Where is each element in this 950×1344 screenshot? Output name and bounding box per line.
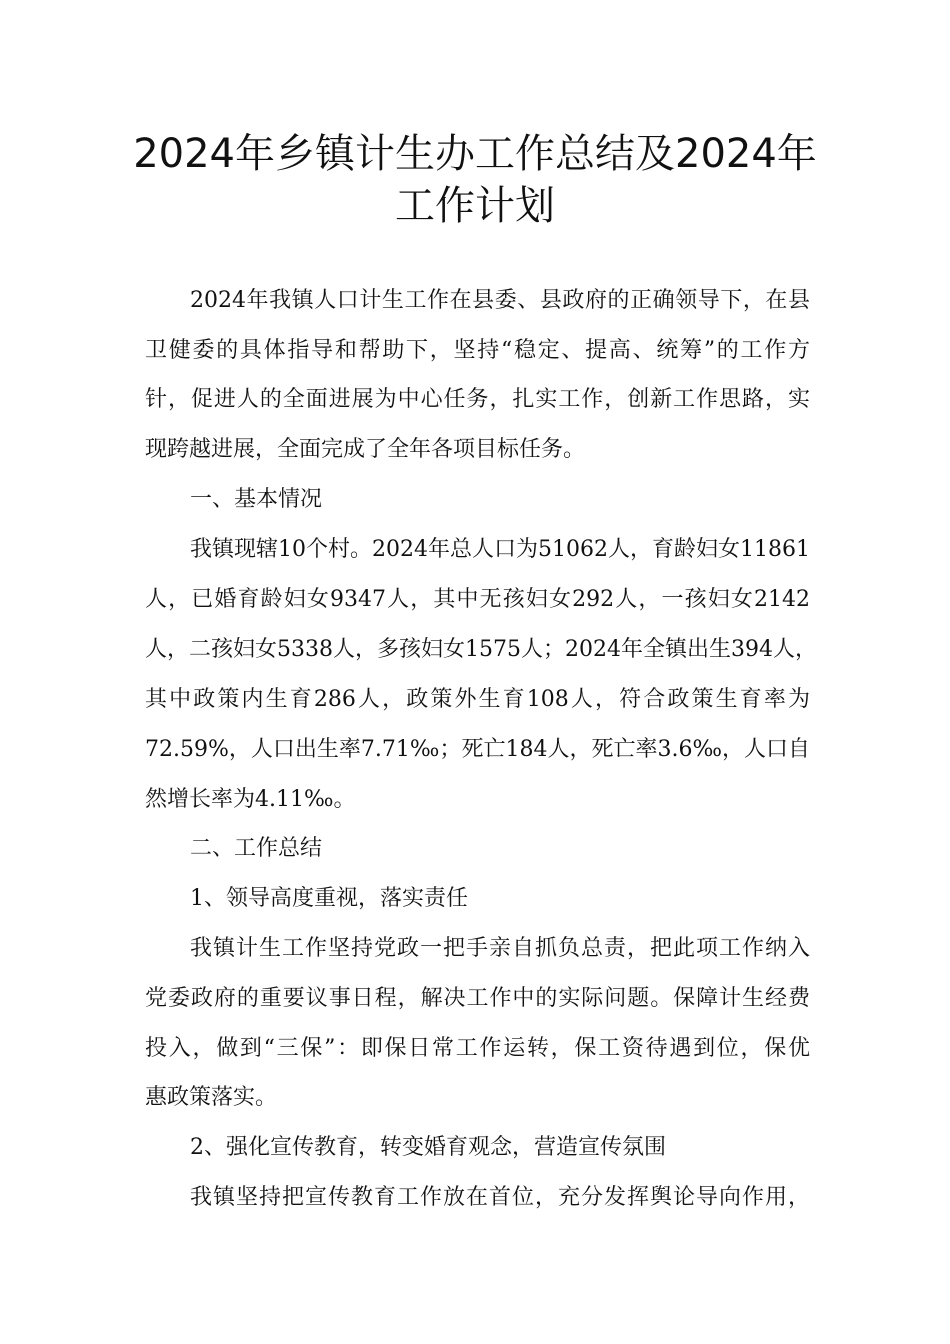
body-line-9: 其中政策内生育286人，政策外生育108人，符合政策生育率为	[145, 687, 810, 712]
body-line-14: 我镇计生工作坚持党政一把手亲自抓负总责，把此项工作纳入	[190, 936, 810, 961]
body-line-8: 人，二孩妇女5338人，多孩妇女1575人；2024年全镇出生394人，	[145, 637, 817, 662]
subheading-publicity: 2、强化宣传教育，转变婚育观念，营造宣传氛围	[190, 1135, 666, 1160]
document-title-line-2: 工作计划	[395, 183, 555, 229]
body-line-7: 人，已婚育龄妇女9347人，其中无孩妇女292人，一孩妇女2142	[145, 587, 810, 612]
body-line-1: 2024年我镇人口计生工作在县委、县政府的正确领导下，在县	[190, 288, 810, 313]
subheading-leadership: 1、领导高度重视，落实责任	[190, 886, 468, 911]
body-line-3: 针，促进人的全面进展为中心任务，扎实工作，创新工作思路，实	[145, 387, 810, 412]
body-line-6: 我镇现辖10个村。2024年总人口为51062人，育龄妇女11861	[190, 537, 810, 562]
body-line-11: 然增长率为4.11‰。	[145, 787, 356, 812]
body-line-17: 惠政策落实。	[145, 1085, 278, 1110]
document-title-line-1: 2024年乡镇计生办工作总结及2024年	[133, 131, 817, 177]
section-heading-basic-situation: 一、基本情况	[190, 487, 323, 512]
body-line-19: 我镇坚持把宣传教育工作放在首位，充分发挥舆论导向作用，	[190, 1185, 810, 1210]
body-line-2: 卫健委的具体指导和帮助下，坚持“稳定、提高、统筹”的工作方	[145, 338, 810, 363]
body-line-16: 投入，做到“三保”：即保日常工作运转，保工资待遇到位，保优	[145, 1036, 810, 1061]
section-heading-work-summary: 二、工作总结	[190, 836, 323, 861]
body-line-15: 党委政府的重要议事日程，解决工作中的实际问题。保障计生经费	[145, 986, 810, 1011]
body-line-4: 现跨越进展，全面完成了全年各项目标任务。	[145, 437, 586, 462]
body-line-10: 72.59%，人口出生率7.71‰；死亡184人，死亡率3.6‰，人口自	[145, 737, 810, 762]
